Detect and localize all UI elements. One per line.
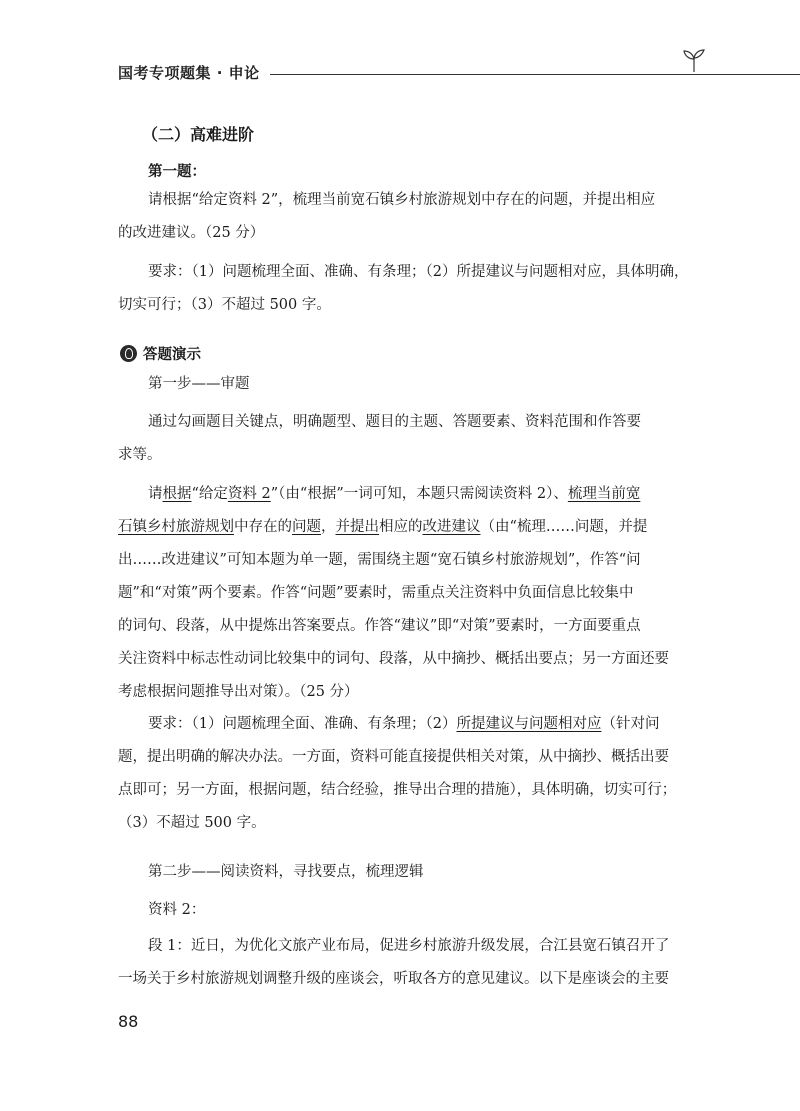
analysis-line: 关注资料中标志性动词比较集中的词句、段落，从中摘抄、概括出要点；另一方面还要 (118, 651, 669, 667)
underlined-keyword: 石镇乡村旅游规划 (118, 519, 234, 535)
text-run: （由“梳理……问题，并提 (480, 519, 648, 535)
bulb-icon (120, 345, 137, 362)
text-run: 要求：（1）问题梳理全面、准确、有条理；（2） (148, 716, 457, 732)
requirement-line (118, 708, 692, 741)
answer-demo-label: 答题演示 (143, 347, 201, 363)
step1-requirements (118, 708, 692, 840)
answer-demo-heading (120, 343, 201, 363)
step1-analysis (118, 478, 692, 709)
step-title: 第二步——阅读资料，寻找要点，梳理逻辑 (148, 864, 424, 880)
requirement-line: 点即可；另一方面，根据问题，结合经验，推导出合理的措施），具体明确，切实可行； (118, 782, 677, 798)
analysis-line: 题”和“对策”两个要素。作答“问题”要素时，需重点关注资料中负面信息比较集中 (118, 585, 634, 601)
step1-title (118, 368, 692, 401)
material-line: 一场关于乡村旅游规划调整升级的座谈会，听取各方的意见建议。以下是座谈会的主要 (118, 971, 669, 987)
step-title: 第一步——审题 (148, 376, 250, 392)
material-label-text: 资料 2： (148, 902, 206, 918)
page-number: 88 (118, 1012, 139, 1031)
intro-line: 求等。 (118, 447, 162, 463)
material-paragraph (118, 930, 692, 996)
underlined-keyword: 并提出 (335, 519, 379, 535)
underlined-keyword: 资料 2 (227, 486, 271, 502)
text-run: ， (321, 519, 336, 535)
text-run: “给定 (191, 486, 228, 502)
header-rule (270, 74, 800, 75)
underlined-keyword: 梳理当前宽 (567, 486, 641, 502)
question-label: 第一题： (148, 164, 206, 180)
material-line: 段 1：近日，为优化文旅产业布局，促进乡村旅游升级发展，合江县宽石镇召开了 (148, 938, 670, 954)
text-run: （针对问 (601, 716, 660, 732)
underlined-keyword: 所提建议与问题相对应 (456, 716, 602, 732)
analysis-line (118, 511, 692, 544)
requirement-line: 题，提出明确的解决办法。一方面，资料可能直接提供相关对策，从中摘抄、概括出要 (118, 749, 669, 765)
underlined-keyword: 根据 (162, 486, 192, 502)
analysis-line: 的词句、段落，从中提炼出答案要点。作答“建议”即“对策”要素时，一方面要重点 (118, 618, 641, 634)
material-label (118, 894, 692, 927)
prompt-line: 的改进建议。（25 分） (118, 225, 265, 241)
question-prompt (118, 184, 692, 250)
underlined-keyword: 改进建议 (422, 519, 481, 535)
text-run: 相应的 (379, 519, 423, 535)
requirement-line: （3）不超过 500 字。 (118, 815, 266, 831)
running-title: 国考专项题集 · 申论 (118, 64, 260, 82)
requirement-line: 要求：（1）问题梳理全面、准确、有条理；（2）所提建议与问题相对应，具体明确， (148, 264, 689, 280)
underlined-keyword: 问题 (292, 519, 321, 535)
analysis-line: 出……改进建议”可知本题为单一题，需围绕主题“宽石镇乡村旅游规划”，作答“问 (118, 552, 641, 568)
text-run: 请 (148, 486, 163, 502)
section-heading: （二）高难进阶 (142, 125, 255, 144)
analysis-line: 考虑根据问题推导出对策）。（25 分） (118, 684, 359, 700)
requirement-line: 切实可行；（3）不超过 500 字。 (118, 297, 331, 313)
step2-title (118, 856, 692, 889)
prompt-line: 请根据“给定资料 2”，梳理当前宽石镇乡村旅游规划中存在的问题，并提出相应 (148, 192, 656, 208)
analysis-line (118, 478, 692, 511)
step1-intro (118, 406, 692, 472)
sprout-icon (681, 48, 707, 74)
running-header (118, 62, 718, 86)
intro-line: 通过勾画题目关键点，明确题型、题目的主题、答题要素、资料范围和作答要 (148, 414, 641, 430)
text-run: 中存在的 (234, 519, 292, 535)
text-run: ”（由“根据”一词可知，本题只需阅读资料 2）、 (270, 486, 568, 502)
question-requirements (118, 256, 692, 322)
